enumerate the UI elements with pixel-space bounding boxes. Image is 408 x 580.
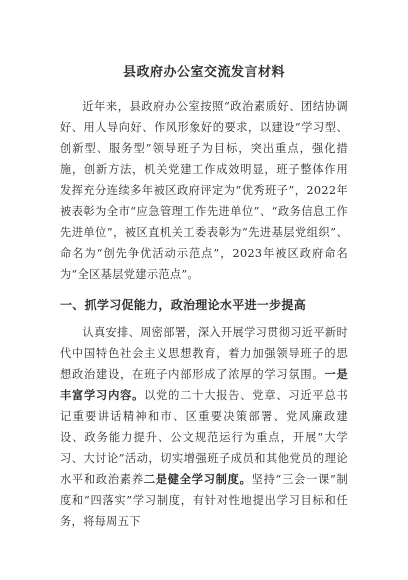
paragraph-text-mid: 以党的二十大报告、党章、习近平总书记重要讲话精神和市、区重要决策部署、党风廉政建设、政务能力提升、公文规范运行为重点，开展“大学习、大讨论”活动，切实增强班子成员和其他党员的理论水平和政治素养 bbox=[60, 389, 348, 486]
point-one-label: 一是丰富学习内容。 bbox=[60, 367, 348, 402]
section-paragraph bbox=[60, 322, 348, 532]
document-page bbox=[60, 64, 348, 532]
section-heading: 一、抓学习促能力，政治理论水平进一步提高 bbox=[60, 298, 307, 312]
paragraph-text-start: 认真安排、周密部署，深入开展学习贯彻习近平新时代中国特色社会主义思想教育，着力加强领导班子的思想政治建设，在班子内部形成了浓厚的学习氛围。 bbox=[60, 326, 348, 381]
intro-paragraph: 近年来，县政府办公室按照“政治素质好、团结协调好、用人导向好、作风形象好的要求，以建设“学习型、创新型、服务型”领导班子为目标，突出重点，强化措施，创新方法，机关党建工作成效明显，班子整体作用发挥充分连续多年被区政府评定为“优秀班子”，2022年被表彰为全市“应急管理工作先进单位”、“政务信息工作先进单位”，被区直机关工委表彰为“先进基层党组织”、命名为“创先争优活动示范点”，2023年被区政府命名为“全区基层党建示范点”。 bbox=[60, 100, 348, 281]
paragraph-text-end: 坚持“三会一课”制度和“四落实”学习制度，有针对性地提出学习目标和任务，将每周五下 bbox=[60, 473, 349, 528]
point-two-label: 二是健全学习制度。 bbox=[143, 472, 252, 486]
document-title: 县政府办公室交流发言材料 bbox=[122, 65, 285, 80]
